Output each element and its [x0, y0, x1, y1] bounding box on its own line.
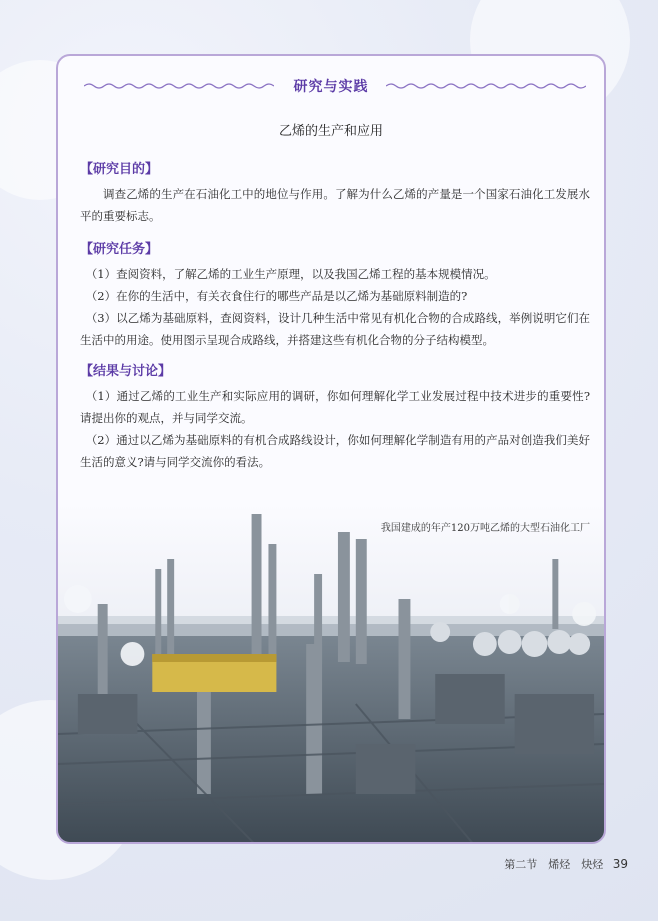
section-results-discussion	[80, 360, 590, 473]
section-heading: 【研究目的】	[80, 162, 159, 177]
wavy-line-right-icon	[386, 82, 586, 90]
footer-section-label: 第二节 烯烃 炔烃	[504, 858, 604, 871]
banner-title: 研究与实践	[293, 79, 369, 95]
paragraph: （2）通过以乙烯为基础原料的有机合成路线设计，你如何理解化学制造有用的产品对创造我们美好生活的意义?请与同学交流你的看法。	[80, 433, 590, 469]
paragraph: （2）在你的生活中，有关衣食住行的哪些产品是以乙烯为基础原料制造的?	[85, 289, 468, 303]
photo-caption: 我国建成的年产120万吨乙烯的大型石油化工厂	[380, 523, 590, 534]
article-title: 乙烯的生产和应用	[278, 124, 383, 139]
paragraph: （1）通过乙烯的工业生产和实际应用的调研，你如何理解化学工业发展过程中技术进步的重要性?请提出你的观点，并与同学交流。	[80, 389, 590, 425]
section-banner	[58, 76, 604, 98]
section-heading: 【研究任务】	[80, 242, 159, 257]
section-research-purpose	[80, 158, 590, 227]
page-number: 39	[612, 857, 628, 871]
paragraph: （1）查阅资料，了解乙烯的工业生产原理，以及我国乙烯工程的基本规模情况。	[85, 267, 496, 281]
research-practice-card	[56, 54, 606, 844]
section-heading: 【结果与讨论】	[80, 364, 172, 379]
section-research-tasks	[80, 238, 590, 351]
page-footer	[504, 856, 628, 872]
paragraph: （3）以乙烯为基础原料，查阅资料，设计几种生活中常见有机化合物的合成路线，举例说明它们在生活中的用途。使用图示呈现合成路线，并搭建这些有机化合物的分子结构模型。	[80, 311, 590, 347]
paragraph: 调查乙烯的生产在石油化工中的地位与作用。了解为什么乙烯的产量是一个国家石油化工发展水平的重要标志。	[80, 187, 590, 223]
petrochemical-plant-image	[58, 504, 604, 844]
